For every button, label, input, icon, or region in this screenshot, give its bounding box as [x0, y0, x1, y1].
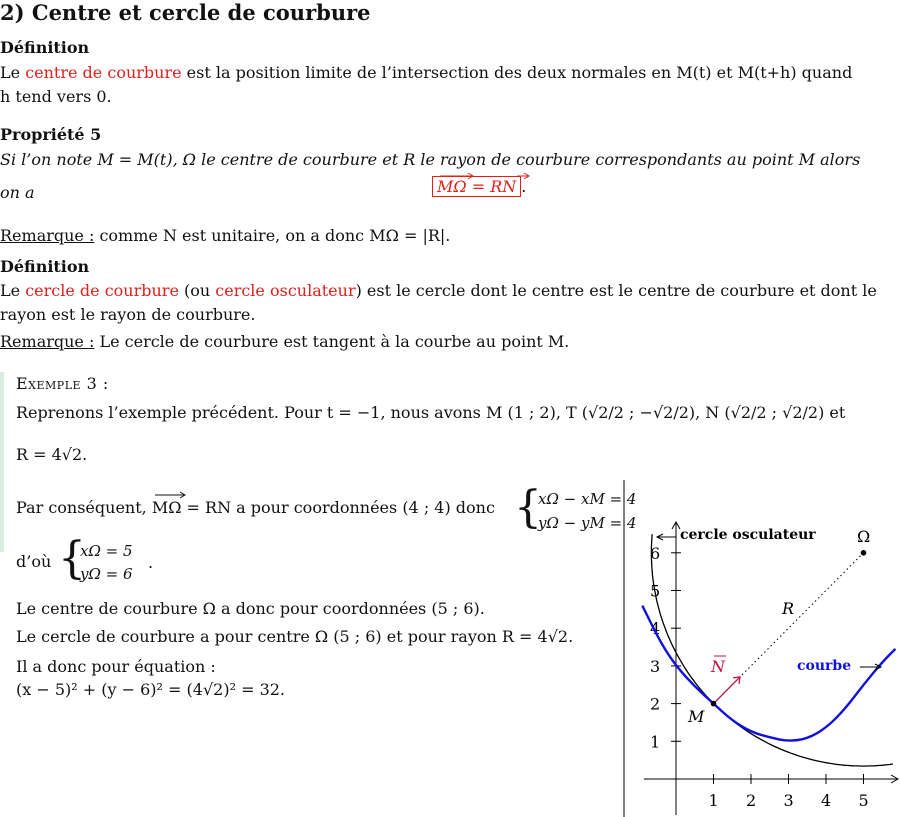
- system-1-eq2: yΩ − yM = 4: [538, 514, 637, 532]
- x-tick-label: 5: [858, 791, 869, 810]
- x-tick-label: 4: [821, 791, 832, 810]
- y-tick-label: 2: [650, 694, 661, 714]
- x-tick-label: 1: [708, 791, 719, 810]
- remark-text: comme N est unitaire, on a donc MΩ = |R|.: [94, 226, 451, 245]
- example-consequent: Par conséquent, MΩ = RN a pour coordonnées (4 ; 4) donc: [16, 498, 495, 517]
- y-tick-label: 6: [650, 543, 661, 563]
- system-2-eq2: yΩ = 6: [80, 565, 133, 583]
- example-text-line1: Reprenons l’exemple précédent. Pour t = −1, nous avons M (1 ; 2), T (√2/2 ; −√2/2), N (√2/2 ; √2/2) et: [16, 403, 846, 422]
- definition-post: est la position limite de l’intersection des deux normales en M(t) et M(t+h) quand: [181, 63, 853, 82]
- example-sidebar-bar: [0, 372, 4, 552]
- x-tick-label: 2: [746, 791, 757, 810]
- y-tick-label: 3: [650, 656, 661, 676]
- section-title: 2) Centre et cercle de courbure: [0, 0, 371, 25]
- label-N: N: [711, 657, 725, 676]
- label-cercle-osculateur: cercle osculateur: [680, 527, 816, 543]
- curve-path: [642, 606, 895, 741]
- point-omega: [861, 550, 867, 556]
- definition-2-text: Le cercle de courbure (ou cercle osculateur) est le cercle dont le centre est le centre de courbure et dont le: [0, 281, 877, 300]
- conclusion-2: Le cercle de courbure a pour centre Ω (5 ; 6) et pour rayon R = 4√2.: [16, 627, 574, 646]
- remark-2: [0, 331, 569, 353]
- property-formula: MΩ = RN .: [432, 176, 526, 198]
- property-heading: Propriété 5: [0, 125, 102, 144]
- remark-1: [0, 225, 450, 247]
- definition-heading: Définition: [0, 38, 90, 57]
- normal-vector: [714, 677, 741, 704]
- vector-arrow-MOmega: [150, 490, 200, 500]
- label-courbe: courbe: [797, 658, 852, 674]
- remark-label: Remarque :: [0, 226, 95, 245]
- system-1-eq1: xΩ − xM = 4: [538, 490, 637, 508]
- osculating-circle-arc: [651, 534, 893, 766]
- term-cercle-osculateur: cercle osculateur: [215, 281, 356, 300]
- y-tick-label: 4: [650, 619, 661, 639]
- definition-text-line2: h tend vers 0.: [0, 87, 112, 106]
- term-cercle-courbure: cercle de courbure: [25, 281, 179, 300]
- definition-heading-2: Définition: [0, 257, 90, 276]
- property-text-line2: on a: [0, 183, 35, 202]
- example-title: Exemple 3 :: [16, 374, 109, 393]
- label-omega: Ω: [857, 527, 871, 546]
- x-tick-label: 3: [783, 791, 794, 810]
- definition-text: [0, 62, 852, 84]
- system-2-end: .: [148, 553, 154, 572]
- conclusion-3: Il a donc pour équation :: [16, 657, 216, 676]
- label-M: M: [688, 707, 705, 726]
- y-tick-label: 5: [650, 581, 661, 601]
- curvature-figure: [600, 470, 900, 817]
- point-M: [711, 701, 717, 707]
- conclusion-1: Le centre de courbure Ω a donc pour coordonnées (5 ; 6).: [16, 599, 485, 618]
- formula-vector-arrows: [432, 170, 542, 182]
- system-brace-2: {: [58, 533, 86, 584]
- system-2-eq1: xΩ = 5: [80, 542, 133, 560]
- formula-box: MΩ = RN: [432, 176, 521, 197]
- term-centre-courbure: centre de courbure: [25, 63, 182, 82]
- conclusion-4: (x − 5)² + (y − 6)² = (4√2)² = 32.: [16, 680, 286, 699]
- system-brace-1: {: [514, 482, 542, 533]
- label-R: R: [782, 599, 795, 618]
- definition-2-line2: rayon est le rayon de courbure.: [0, 305, 256, 324]
- example-text-line2: R = 4√2.: [16, 445, 88, 464]
- definition-pre: Le: [0, 63, 26, 82]
- y-tick-label: 1: [650, 732, 661, 752]
- remark-text-2: Le cercle de courbure est tangent à la courbe au point M.: [94, 332, 570, 351]
- property-text: Si l’on note M = M(t), Ω le centre de courbure et R le rayon de courbure correspondants au point M alors: [0, 150, 861, 169]
- remark-label-2: Remarque :: [0, 332, 95, 351]
- example-dou: d’où: [16, 552, 52, 571]
